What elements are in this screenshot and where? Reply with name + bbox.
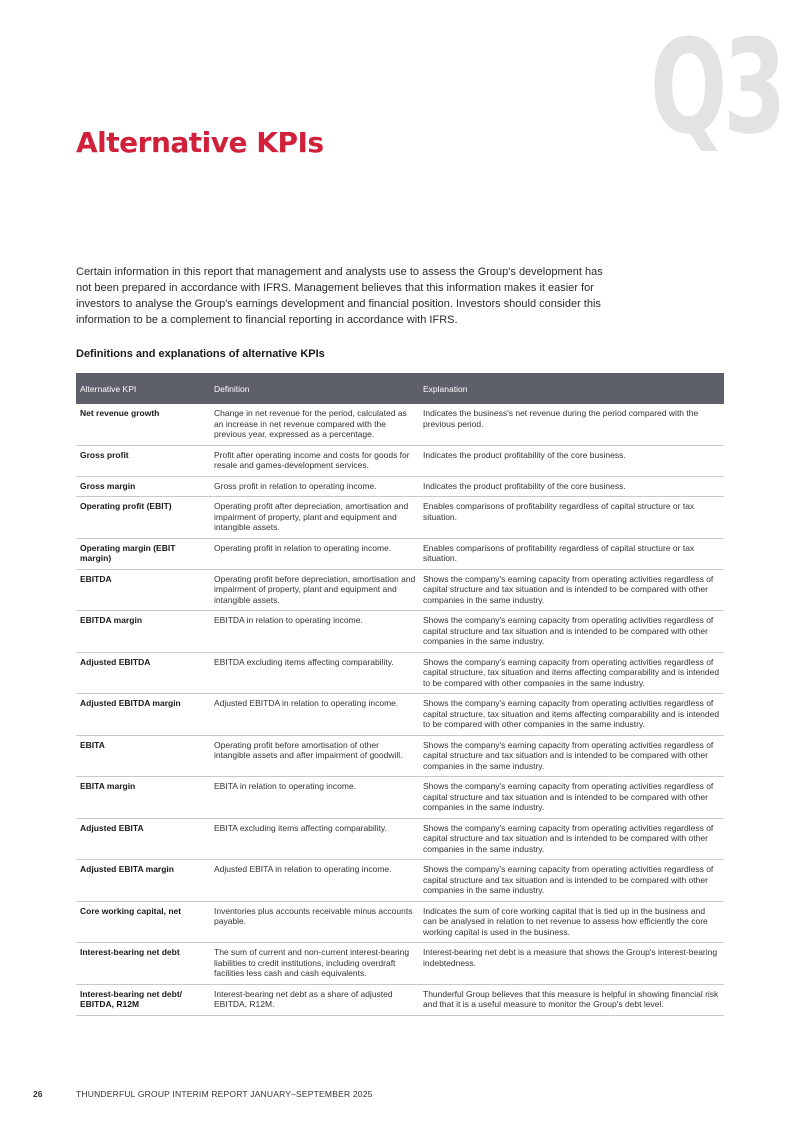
explanation-cell: Indicates the product profitability of the core business. <box>419 476 724 497</box>
kpi-name-cell: EBITDA <box>76 569 210 611</box>
table-row <box>76 943 724 985</box>
header-definition: Definition <box>210 373 419 404</box>
kpi-name-cell: EBITA <box>76 735 210 777</box>
kpi-name-cell: Adjusted EBITA <box>76 818 210 860</box>
header-alternative-kpi: Alternative KPI <box>76 373 210 404</box>
kpi-name-cell: Interest-bearing net debt <box>76 943 210 985</box>
explanation-cell: Shows the company's earning capacity from operating activities regardless of capital structure, tax situation and items affecting comparability and is intended to be compared with other companies in the same industry. <box>419 652 724 694</box>
page-title: Alternative KPIs <box>76 126 324 159</box>
header-explanation: Explanation <box>419 373 724 404</box>
kpi-name-cell: Adjusted EBITDA <box>76 652 210 694</box>
explanation-cell: Shows the company's earning capacity from operating activities regardless of capital structure and tax situation and is intended to be compared with other companies in the same industry. <box>419 611 724 653</box>
explanation-cell: Indicates the business's net revenue during the period compared with the previous period. <box>419 404 724 445</box>
definition-cell: EBITA in relation to operating income. <box>210 777 419 819</box>
table-row <box>76 860 724 902</box>
intro-paragraph: Certain information in this report that management and analysts use to assess the Group's development has not been prepared in accordance with IFRS. Management believes that this information makes it easier for investors to analyse the Group's earnings development and financial position. Investors should consider this information to be a complement to financial reporting in accordance with IFRS. <box>76 266 603 326</box>
definition-cell: Operating profit after depreciation, amortisation and impairment of property, plant and equipment and intangible assets. <box>210 497 419 539</box>
kpi-name-cell: Adjusted EBITA margin <box>76 860 210 902</box>
definition-cell: Operating profit before amortisation of other intangible assets and after impairment of goodwill. <box>210 735 419 777</box>
kpi-name-cell: Gross profit <box>76 445 210 476</box>
definition-cell: Operating profit in relation to operating income. <box>210 538 419 569</box>
table-row <box>76 652 724 694</box>
definition-cell: EBITDA in relation to operating income. <box>210 611 419 653</box>
table-row <box>76 497 724 539</box>
explanation-cell: Indicates the sum of core working capital that is tied up in the business and can be analysed in relation to net revenue to assess how efficiently the core working capital is used in the business. <box>419 901 724 943</box>
table-row <box>76 735 724 777</box>
kpi-name-cell: EBITA margin <box>76 777 210 819</box>
kpi-table <box>76 373 724 1016</box>
definition-cell: Change in net revenue for the period, calculated as an increase in net revenue compared with the previous year, expressed as a percentage. <box>210 404 419 445</box>
definition-cell: Gross profit in relation to operating income. <box>210 476 419 497</box>
explanation-cell: Enables comparisons of profitability regardless of capital structure or tax situation. <box>419 538 724 569</box>
quarter-watermark: Q3 <box>650 11 783 163</box>
definition-cell: EBITDA excluding items affecting comparability. <box>210 652 419 694</box>
section-title: Definitions and explanations of alternative KPIs <box>76 348 325 360</box>
table-row <box>76 901 724 943</box>
kpi-name-cell: Operating profit (EBIT) <box>76 497 210 539</box>
kpi-name-cell: EBITDA margin <box>76 611 210 653</box>
kpi-name-cell: Interest-bearing net debt/ EBITDA, R12M <box>76 984 210 1015</box>
explanation-cell: Shows the company's earning capacity from operating activities regardless of capital structure and tax situation and is intended to be compared with other companies in the same industry. <box>419 818 724 860</box>
kpi-name-cell: Gross margin <box>76 476 210 497</box>
table-row <box>76 777 724 819</box>
table-header-row <box>76 373 724 404</box>
definition-cell: Interest-bearing net debt as a share of adjusted EBITDA, R12M. <box>210 984 419 1015</box>
explanation-cell: Shows the company's earning capacity from operating activities regardless of capital structure and tax situation and is intended to be compared with other companies in the same industry. <box>419 735 724 777</box>
table-row <box>76 569 724 611</box>
definition-cell: Operating profit before depreciation, amortisation and impairment of property, plant and equipment and intangible assets. <box>210 569 419 611</box>
table-row <box>76 984 724 1015</box>
table-row <box>76 404 724 445</box>
page-number: 26 <box>33 1089 43 1099</box>
explanation-cell: Indicates the product profitability of the core business. <box>419 445 724 476</box>
definition-cell: EBITA excluding items affecting comparability. <box>210 818 419 860</box>
explanation-cell: Shows the company's earning capacity from operating activities regardless of capital structure and tax situation and is intended to be compared with other companies in the same industry. <box>419 569 724 611</box>
table-row <box>76 694 724 736</box>
table-row <box>76 611 724 653</box>
table-row <box>76 538 724 569</box>
definition-cell: Inventories plus accounts receivable minus accounts payable. <box>210 901 419 943</box>
table-row <box>76 476 724 497</box>
definition-cell: Adjusted EBITA in relation to operating income. <box>210 860 419 902</box>
definition-cell: The sum of current and non-current interest-bearing liabilities to credit institutions, including overdraft facilities less cash and cash equivalents. <box>210 943 419 985</box>
definition-cell: Profit after operating income and costs for goods for resale and games-development services. <box>210 445 419 476</box>
explanation-cell: Shows the company's earning capacity from operating activities regardless of capital structure and tax situation and is intended to be compared with other companies in the same industry. <box>419 860 724 902</box>
explanation-cell: Interest-bearing net debt is a measure that shows the Group's interest-bearing indebtedness. <box>419 943 724 985</box>
table-row <box>76 818 724 860</box>
table-row <box>76 445 724 476</box>
definition-cell: Adjusted EBITDA in relation to operating income. <box>210 694 419 736</box>
kpi-name-cell: Core working capital, net <box>76 901 210 943</box>
page-footer <box>33 1089 373 1099</box>
kpi-name-cell: Operating margin (EBIT margin) <box>76 538 210 569</box>
explanation-cell: Enables comparisons of profitability regardless of capital structure or tax situation. <box>419 497 724 539</box>
kpi-name-cell: Adjusted EBITDA margin <box>76 694 210 736</box>
explanation-cell: Thunderful Group believes that this measure is helpful in showing financial risk and that it is a useful measure to monitor the Group's debt level. <box>419 984 724 1015</box>
explanation-cell: Shows the company's earning capacity from operating activities regardless of capital structure, tax situation and items affecting comparability and is intended to be compared with other companies in the same industry. <box>419 694 724 736</box>
explanation-cell: Shows the company's earning capacity from operating activities regardless of capital structure and tax situation and is intended to be compared with other companies in the same industry. <box>419 777 724 819</box>
report-title: THUNDERFUL GROUP INTERIM REPORT JANUARY–SEPTEMBER 2025 <box>76 1089 373 1099</box>
kpi-name-cell: Net revenue growth <box>76 404 210 445</box>
